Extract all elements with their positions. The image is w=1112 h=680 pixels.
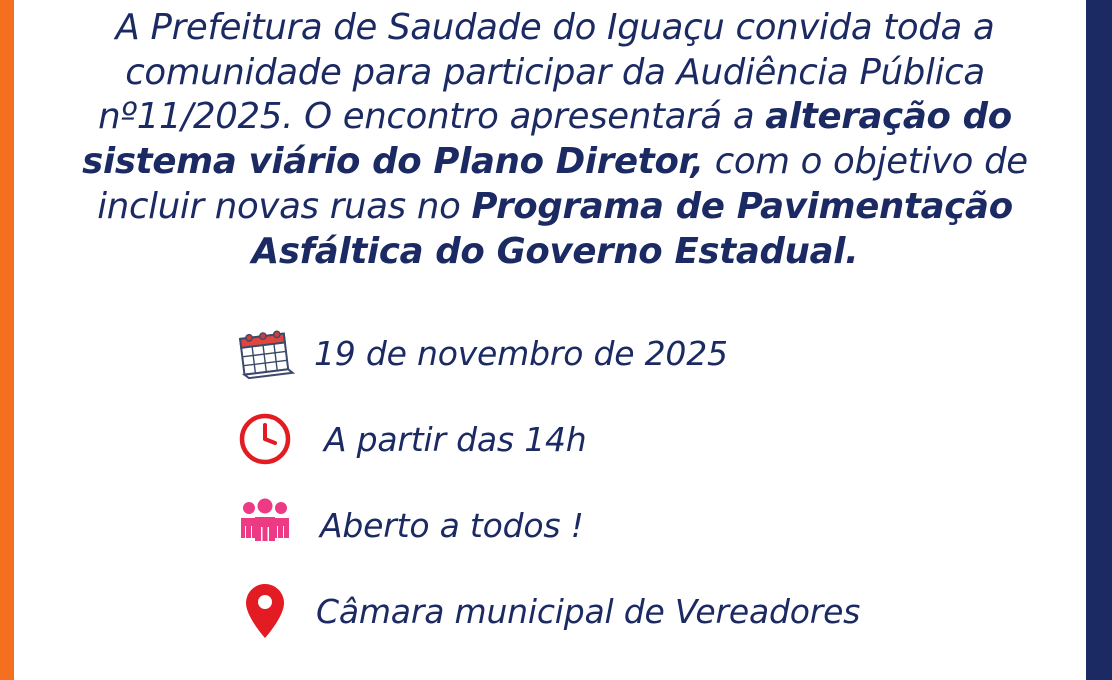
event-details-list <box>32 310 1078 654</box>
headline-segment-4-bold: Programa de Pavimentação Asfáltica do Governo Estadual. <box>251 185 1013 272</box>
right-navy-stripe <box>1086 0 1112 680</box>
headline-segment-1: A Prefeitura de Saudade do Iguaçu convida toda a comunidade para participar da Audiência Pública nº11/2025. O encontro apresentará a <box>98 7 995 138</box>
detail-row-location <box>228 568 1078 654</box>
detail-row-date <box>228 310 1078 396</box>
detail-audience-label: Aberto a todos ! <box>320 505 584 545</box>
headline-segment-2-bold: alteração do sistema viário do Plano Diretor, <box>82 96 1012 183</box>
left-white-stripe <box>14 0 32 680</box>
poster-content <box>32 0 1078 680</box>
right-white-stripe <box>1078 0 1086 680</box>
detail-row-time <box>228 396 1078 482</box>
detail-time-label: A partir das 14h <box>324 419 587 459</box>
detail-date-label: 19 de novembro de 2025 <box>314 333 728 373</box>
calendar-icon <box>228 322 302 384</box>
location-pin-icon <box>228 580 302 642</box>
left-orange-stripe <box>0 0 14 680</box>
clock-icon <box>228 410 302 468</box>
detail-row-audience <box>228 482 1078 568</box>
detail-location-label: Câmara municipal de Vereadores <box>316 591 861 631</box>
people-icon <box>228 494 302 556</box>
headline-paragraph <box>32 0 1078 274</box>
headline-segment-3: com o objetivo de incluir novas ruas no <box>97 141 1028 227</box>
